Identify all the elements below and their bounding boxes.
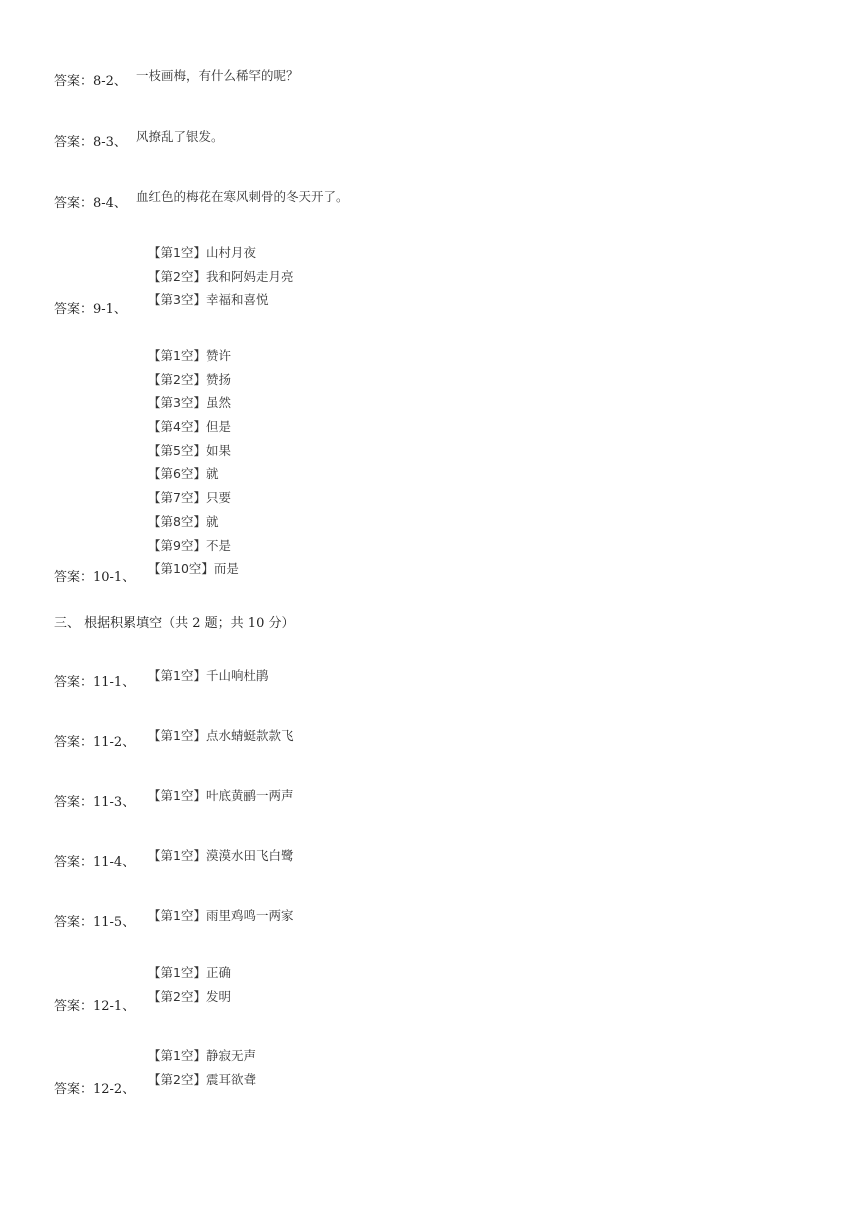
blank-10-1-2: 【第2空】赞扬 bbox=[148, 371, 231, 387]
answer-label-11-3: 答案：11-3、 bbox=[54, 795, 136, 810]
blank-12-1-1: 【第1空】正确 bbox=[148, 965, 231, 980]
blank-10-1-10: 【第10空】而是 bbox=[148, 561, 239, 577]
blank-list-12-1 bbox=[148, 961, 231, 1008]
blank-9-1-3: 【第3空】幸福和喜悦 bbox=[148, 292, 269, 308]
blank-10-1-4: 【第4空】但是 bbox=[148, 419, 231, 435]
section-heading-3: 三、 根据积累填空（共 2 题；共 10 分） bbox=[54, 616, 295, 631]
answer-label-8-4: 答案：8-4、 bbox=[54, 196, 127, 211]
blank-10-1-3: 【第3空】虽然 bbox=[148, 395, 231, 411]
answer-label-11-5: 答案：11-5、 bbox=[54, 915, 136, 930]
answer-label-11-4: 答案：11-4、 bbox=[54, 855, 136, 870]
blank-10-1-1: 【第1空】赞许 bbox=[148, 348, 231, 363]
answer-text-11-5: 【第1空】雨里鸡鸣一两家 bbox=[148, 908, 294, 923]
blank-10-1-7: 【第7空】只要 bbox=[148, 490, 231, 506]
blank-list-9-1 bbox=[148, 241, 293, 312]
answer-label-11-1: 答案：11-1、 bbox=[54, 675, 136, 690]
blank-9-1-1: 【第1空】山村月夜 bbox=[148, 245, 256, 260]
answer-label-12-1: 答案：12-1、 bbox=[54, 999, 136, 1014]
answer-label-8-2: 答案：8-2、 bbox=[54, 74, 127, 89]
blank-10-1-8: 【第8空】就 bbox=[148, 513, 219, 529]
answer-text-11-1: 【第1空】千山响杜鹃 bbox=[148, 668, 269, 683]
answer-label-8-3: 答案：8-3、 bbox=[54, 135, 127, 150]
blank-9-1-2: 【第2空】我和阿妈走月亮 bbox=[148, 268, 294, 284]
blank-10-1-6: 【第6空】就 bbox=[148, 466, 219, 482]
answer-text-8-2: 一枝画梅，有什么稀罕的呢？ bbox=[136, 68, 299, 83]
answer-label-9-1: 答案：9-1、 bbox=[54, 302, 127, 317]
blank-12-2-1: 【第1空】静寂无声 bbox=[148, 1048, 256, 1063]
blank-10-1-5: 【第5空】如果 bbox=[148, 442, 231, 458]
answer-label-10-1: 答案：10-1、 bbox=[54, 570, 136, 585]
answer-label-12-2: 答案：12-2、 bbox=[54, 1082, 136, 1097]
answer-label-11-2: 答案：11-2、 bbox=[54, 735, 136, 750]
answer-text-11-3: 【第1空】叶底黄鹂一两声 bbox=[148, 788, 294, 803]
answer-text-11-2: 【第1空】点水蜻蜓款款飞 bbox=[148, 728, 294, 743]
answer-text-8-4: 血红色的梅花在寒风刺骨的冬天开了。 bbox=[136, 189, 349, 204]
blank-10-1-9: 【第9空】不是 bbox=[148, 537, 231, 553]
blank-list-10-1 bbox=[148, 344, 239, 581]
answer-text-11-4: 【第1空】漠漠水田飞白鹭 bbox=[148, 848, 294, 863]
blank-list-12-2 bbox=[148, 1044, 256, 1091]
blank-12-1-2: 【第2空】发明 bbox=[148, 988, 231, 1004]
answer-text-8-3: 风撩乱了银发。 bbox=[136, 129, 224, 144]
blank-12-2-2: 【第2空】震耳欲聋 bbox=[148, 1071, 256, 1087]
